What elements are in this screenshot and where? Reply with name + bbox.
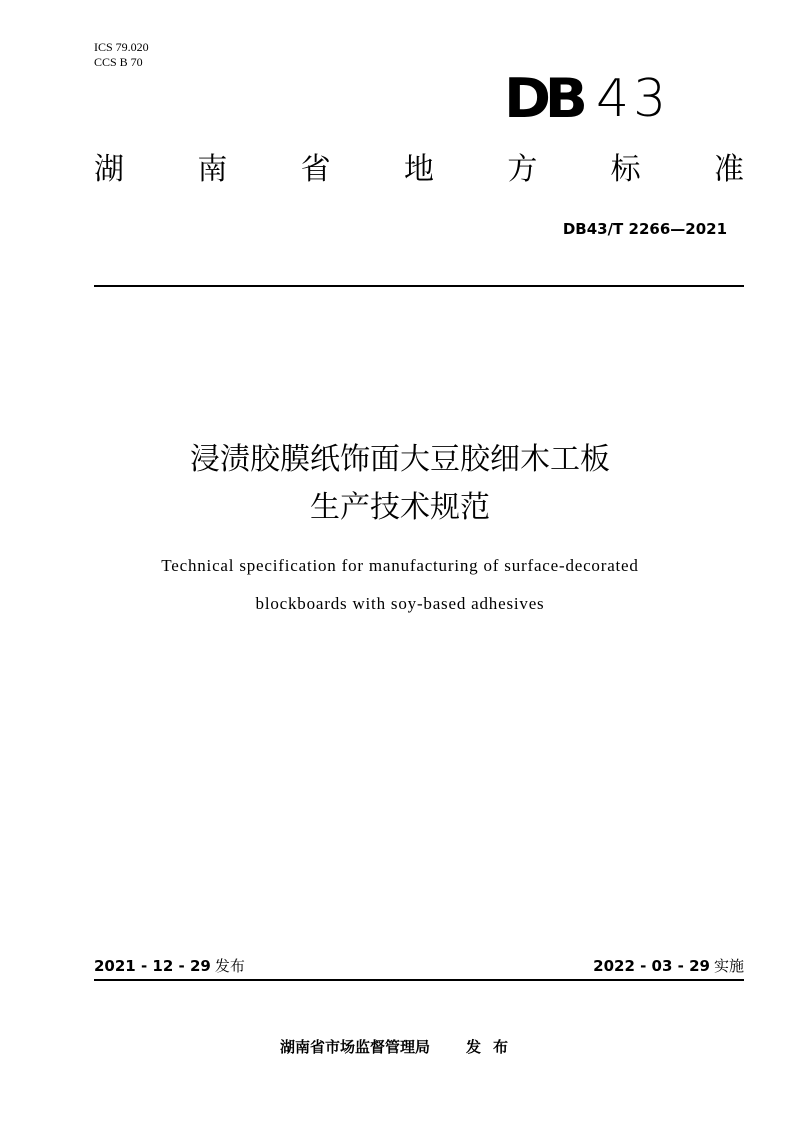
issue-action: 发布 <box>466 1038 521 1056</box>
db-standard-logo <box>504 67 671 130</box>
publish-label: 发布 <box>214 957 245 975</box>
bottom-divider <box>94 979 744 981</box>
standard-type-char: 标 <box>610 152 641 187</box>
implement-date-block <box>593 956 744 977</box>
standard-type-char: 地 <box>403 152 434 187</box>
issuing-organization: 湖南省市场监督管理局 <box>279 1038 430 1056</box>
publish-date-block <box>94 956 245 977</box>
ics-code: ICS 79.020 <box>94 40 149 54</box>
standard-type-char: 准 <box>713 152 744 187</box>
english-title-line-1: Technical specification for manufacturing of surface-decorated <box>161 556 639 575</box>
english-title-line-2: blockboards with soy-based adhesives <box>255 594 545 613</box>
classification-codes <box>94 40 149 70</box>
standard-type-char: 湖 <box>94 152 124 187</box>
top-divider <box>94 285 744 287</box>
db-logo-letters: DB <box>504 67 582 130</box>
publish-date: 2021 - 12 - 29 <box>94 957 211 975</box>
implement-date: 2022 - 03 - 29 <box>593 957 710 975</box>
implement-label: 实施 <box>713 957 744 975</box>
standard-type-char: 方 <box>507 152 538 187</box>
ccs-code: CCS B 70 <box>94 55 143 69</box>
standard-type-char: 南 <box>197 152 228 187</box>
standard-type-heading <box>94 150 744 190</box>
db-logo-number: 43 <box>595 69 671 129</box>
chinese-title-line-1: 浸渍胶膜纸饰面大豆胶细木工板 <box>190 442 610 477</box>
standard-code: DB43/T 2266—2021 <box>562 220 727 238</box>
standard-type-char: 省 <box>300 152 331 187</box>
chinese-title-line-2: 生产技术规范 <box>310 490 490 525</box>
issuer-line <box>0 1036 800 1058</box>
